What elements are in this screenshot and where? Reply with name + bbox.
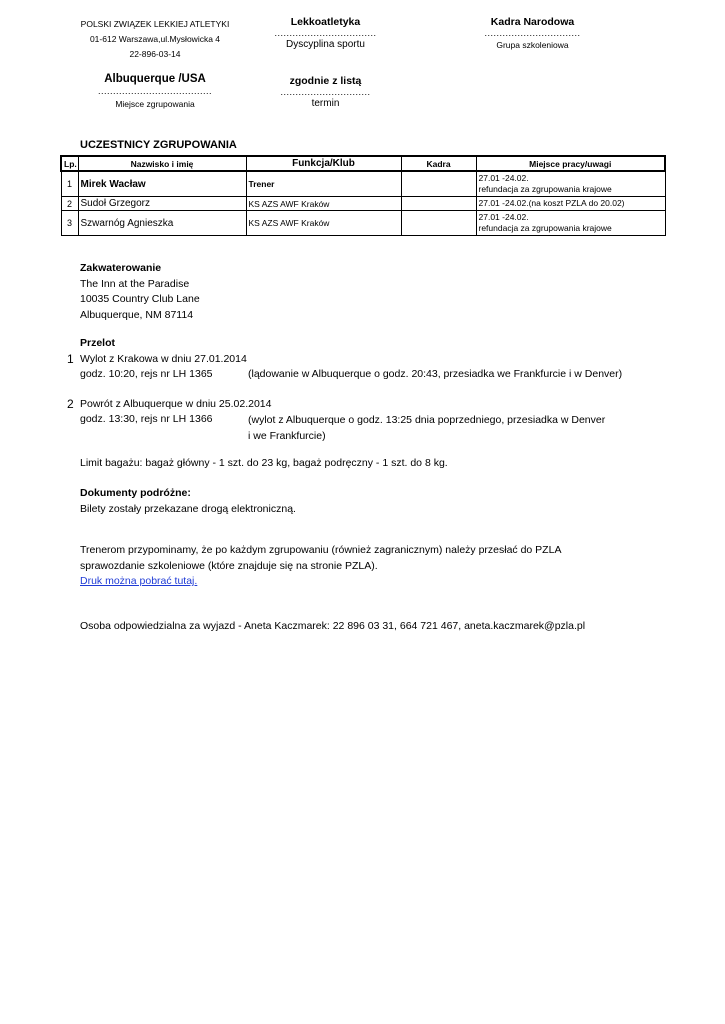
cell-name: Sudoł Grzegorz bbox=[78, 197, 246, 211]
location-block bbox=[70, 72, 240, 113]
location-value: Albuquerque /USA bbox=[104, 73, 206, 85]
term-dots: .............................. bbox=[280, 87, 371, 97]
col-name: Nazwisko i imię bbox=[78, 156, 246, 171]
table-header-row bbox=[61, 156, 665, 171]
cell-notes bbox=[476, 171, 665, 197]
cell-function: KS AZS AWF Kraków bbox=[246, 211, 401, 236]
return-number: 2 bbox=[67, 397, 74, 411]
cell-notes: 27.01 -24.02.(na koszt PZLA do 20.02) bbox=[476, 197, 665, 211]
cell-name: Mirek Wacław bbox=[78, 171, 246, 197]
table-row bbox=[61, 197, 665, 211]
notes-line2: refundacja za zgrupowania krajowe bbox=[478, 184, 612, 194]
documents-section bbox=[80, 486, 296, 517]
discipline-block bbox=[258, 15, 393, 52]
cell-lp: 3 bbox=[61, 211, 78, 236]
org-date: 22-896-03-14 bbox=[129, 49, 181, 59]
notes-line2: refundacja za zgrupowania krajowe bbox=[478, 223, 612, 233]
reminder-line2: sprawozdanie szkoleniowe (które znajduje się na stronie PZLA). bbox=[80, 559, 378, 572]
cell-team bbox=[401, 171, 476, 197]
outbound-note: (lądowanie w Albuquerque o godz. 20:43, przesiadka we Frankfurcie i w Denver) bbox=[248, 368, 623, 380]
return-line2: godz. 13:30, rejs nr LH 1366 bbox=[80, 413, 213, 425]
reminder-line1: Trenerom przypominamy, że po każdym zgrupowaniu (również zagranicznym) należy przesłać do PZLA bbox=[80, 544, 562, 556]
discipline-dots: .................................. bbox=[274, 28, 377, 38]
return-note bbox=[248, 413, 605, 444]
outbound-line1: Wylot z Krakowa w dniu 27.01.2014 bbox=[80, 353, 247, 365]
organization-block bbox=[70, 17, 240, 61]
col-notes: Miejsce pracy/uwagi bbox=[476, 156, 665, 171]
term-value: zgodnie z listą bbox=[289, 75, 362, 87]
outbound-number: 1 bbox=[67, 352, 74, 366]
table-row bbox=[61, 171, 665, 197]
reminder-section bbox=[80, 543, 561, 590]
accommodation-line: The Inn at the Paradise bbox=[80, 277, 190, 290]
discipline-label: Dyscyplina sportu bbox=[286, 39, 365, 50]
contact-person: Osoba odpowiedzialna za wyjazd - Aneta Kaczmarek: 22 896 03 31, 664 721 467, aneta.kaczmarek@pzla.pl bbox=[80, 620, 586, 632]
download-form-link[interactable]: Druk można pobrać tutaj. bbox=[80, 575, 198, 587]
flight-heading: Przelot bbox=[80, 337, 116, 349]
baggage-limit: Limit bagażu: bagaż główny - 1 szt. do 23 kg, bagaż podręczny - 1 szt. do 8 kg. bbox=[80, 457, 448, 469]
location-dots: ...................................... bbox=[97, 86, 213, 96]
accommodation-line: 10035 Country Club Lane bbox=[80, 293, 200, 305]
term-block bbox=[258, 74, 393, 112]
org-name: POLSKI ZWIĄZEK LEKKIEJ ATLETYKI bbox=[80, 19, 230, 29]
team-value: Kadra Narodowa bbox=[490, 16, 575, 28]
cell-function: Trener bbox=[246, 171, 401, 197]
cell-name: Szwarnóg Agnieszka bbox=[78, 211, 246, 236]
return-line1: Powrót z Albuquerque w dniu 25.02.2014 bbox=[80, 398, 272, 410]
participants-table bbox=[60, 155, 666, 236]
table-row bbox=[61, 211, 665, 236]
col-function: Funkcja/Klub bbox=[246, 156, 401, 171]
accommodation-section bbox=[80, 261, 200, 323]
documents-heading: Dokumenty podróżne: bbox=[80, 487, 191, 499]
notes-line1: 27.01 -24.02. bbox=[478, 212, 529, 222]
cell-lp: 2 bbox=[61, 197, 78, 211]
cell-function: KS AZS AWF Kraków bbox=[246, 197, 401, 211]
participants-heading: UCZESTNICY ZGRUPOWANIA bbox=[80, 139, 237, 151]
cell-team bbox=[401, 197, 476, 211]
cell-team bbox=[401, 211, 476, 236]
accommodation-heading: Zakwaterowanie bbox=[80, 262, 162, 274]
location-label: Miejsce zgrupowania bbox=[115, 99, 195, 109]
outbound-line2: godz. 10:20, rejs nr LH 1365 bbox=[80, 368, 213, 380]
accommodation-line: Albuquerque, NM 87114 bbox=[80, 308, 194, 321]
term-label: termin bbox=[311, 98, 340, 109]
cell-notes bbox=[476, 211, 665, 236]
org-address: 01-612 Warszawa,ul.Mysłowicka 4 bbox=[89, 34, 221, 44]
team-block bbox=[460, 15, 605, 53]
documents-text: Bilety zostały przekazane drogą elektroniczną. bbox=[80, 502, 296, 515]
team-label: Grupa szkoleniowa bbox=[496, 40, 569, 50]
return-note-line2: i we Frankfurcie) bbox=[248, 429, 326, 442]
return-note-line1: (wylot z Albuquerque o godz. 13:25 dnia poprzedniego, przesiadka w Denver bbox=[248, 414, 606, 426]
cell-lp: 1 bbox=[61, 171, 78, 197]
col-lp: Lp. bbox=[61, 156, 78, 171]
team-dots: ................................ bbox=[484, 28, 581, 38]
notes-line1: 27.01 -24.02. bbox=[478, 173, 529, 183]
col-team: Kadra bbox=[401, 156, 476, 171]
discipline-value: Lekkoatletyka bbox=[290, 16, 361, 28]
